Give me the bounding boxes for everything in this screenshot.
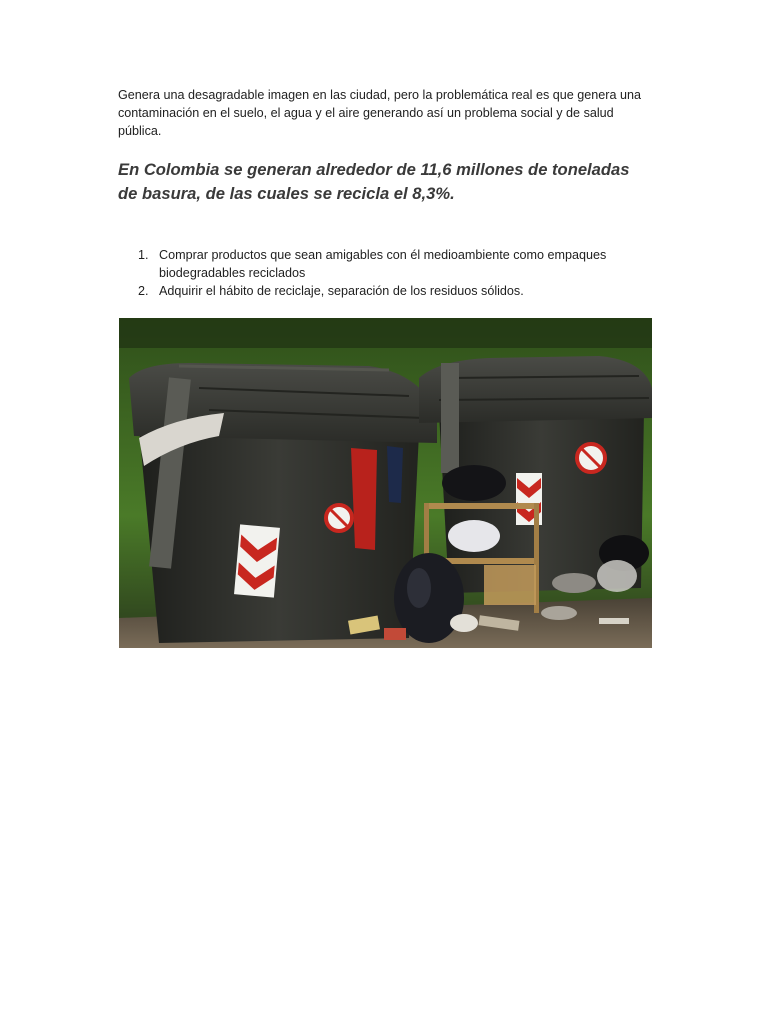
list-item-number: 1. xyxy=(138,248,149,262)
garbage-containers-illustration xyxy=(119,318,652,648)
warning-chevron-sign xyxy=(234,524,280,597)
list-item-number: 2. xyxy=(138,284,149,298)
no-parking-sign xyxy=(577,444,605,472)
intro-paragraph: Genera una desagradable imagen en las ciudad, pero la problemática real es que genera una contaminación en el suelo, el agua y el aire generando así un problema social y de salud pública. xyxy=(118,88,641,138)
list-item xyxy=(118,282,652,300)
list-item-text: Adquirir el hábito de reciclaje, separación de los residuos sólidos. xyxy=(159,284,524,298)
list-item xyxy=(118,246,652,282)
no-parking-sign xyxy=(326,505,352,531)
document-body xyxy=(118,86,652,300)
highlight-statement: En Colombia se generan alrededor de 11,6 millones de toneladas de basura, de las cuales se recicla el 8,3%. xyxy=(118,160,630,203)
list-item-text: Comprar productos que sean amigables con él medioambiente como empaques biodegradables reciclados xyxy=(159,248,607,280)
red-cloth xyxy=(351,448,377,550)
garbage-containers-photo xyxy=(119,318,652,648)
recommendations-list xyxy=(118,246,652,300)
left-container xyxy=(129,363,437,643)
